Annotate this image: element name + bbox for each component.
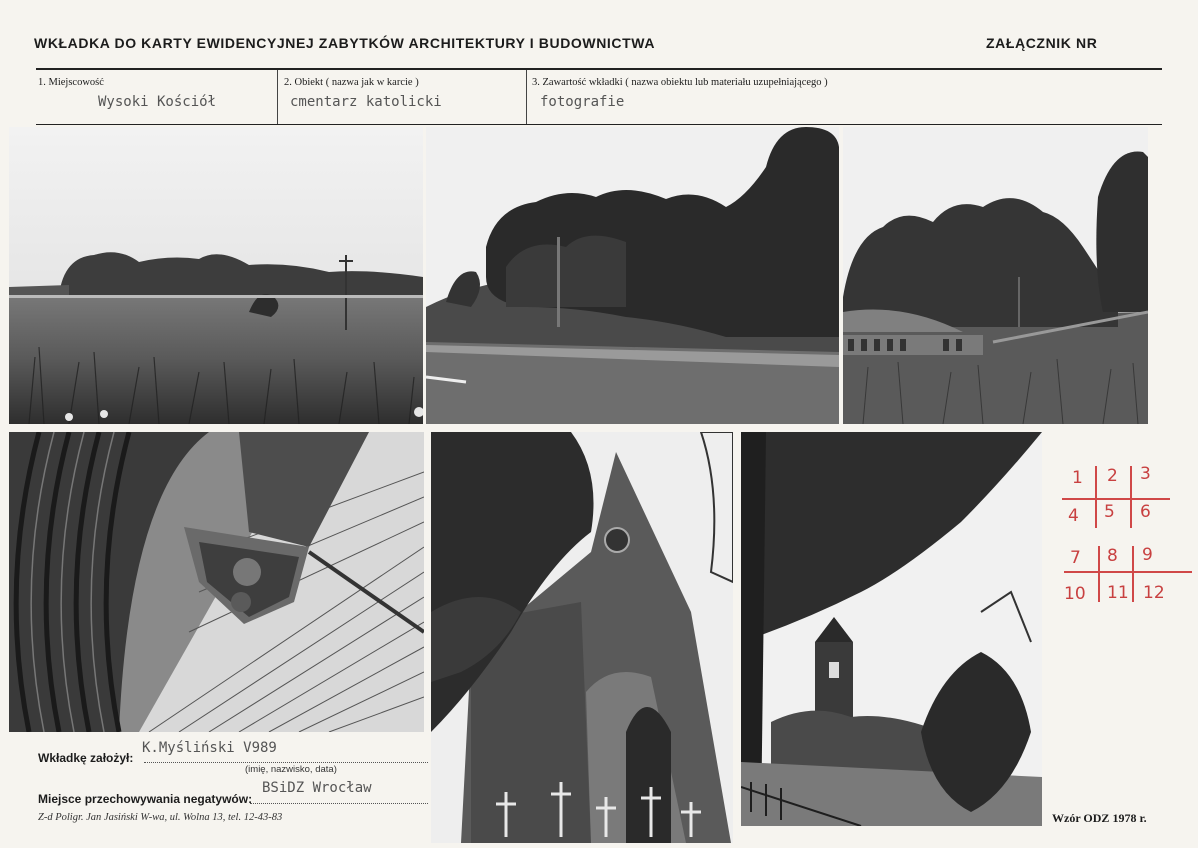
- grid-cell-6: 6: [1140, 502, 1151, 522]
- grid-cell-10: 10: [1064, 584, 1086, 604]
- photo-6-church-tower-trees: [741, 432, 1042, 826]
- header-bottom-rule: [36, 124, 1162, 125]
- author-hint: (imię, nazwisko, data): [245, 764, 337, 775]
- grid-cell-11: 11: [1107, 583, 1129, 603]
- photo-2-road-wooded-hill: [426, 127, 839, 424]
- grid-cell-7: 7: [1070, 548, 1081, 568]
- field-divider-1: [277, 70, 278, 124]
- object-value: cmentarz katolicki: [290, 94, 442, 110]
- form-model-number: Wzór ODZ 1978 r.: [1052, 811, 1147, 825]
- grid-cell-3: 3: [1140, 464, 1151, 484]
- grid-cell-8: 8: [1107, 546, 1118, 566]
- storage-dotted-line: [250, 803, 428, 804]
- grid-cell-2: 2: [1107, 466, 1118, 486]
- grid-bottom-vertical-1: [1098, 546, 1100, 602]
- contents-label: 3. Zawartość wkładki ( nazwa obiektu lub materiału uzupełniającego ): [532, 77, 828, 88]
- grid-cell-5: 5: [1104, 502, 1115, 522]
- storage-label: Miejsce przechowywania negatywów:: [38, 792, 253, 806]
- locality-value: Wysoki Kościół: [98, 94, 217, 110]
- annex-number-label: ZAŁĄCZNIK NR: [986, 35, 1098, 51]
- field-divider-2: [526, 70, 527, 124]
- header-top-rule: [36, 68, 1162, 70]
- grid-top-vertical-1: [1095, 466, 1097, 528]
- photo-4-brick-console-detail: [9, 432, 424, 732]
- grid-cell-12: 12: [1143, 583, 1165, 603]
- photo-1-field-landscape: [9, 127, 423, 424]
- storage-value: BSiDZ Wrocław: [262, 780, 372, 796]
- grid-cell-1: 1: [1072, 468, 1083, 488]
- author-value: K.Myśliński V989: [142, 740, 277, 756]
- author-label: Wkładkę założył:: [38, 751, 134, 765]
- printer-imprint: Z-d Poligr. Jan Jasiński W-wa, ul. Wolna 13, tel. 12-43-83: [38, 812, 283, 823]
- object-label: 2. Obiekt ( nazwa jak w karcie ): [284, 77, 419, 88]
- locality-label: 1. Miejscowość: [38, 77, 104, 88]
- grid-bottom-vertical-2: [1132, 546, 1134, 602]
- grid-cell-9: 9: [1142, 545, 1153, 565]
- card-title: WKŁADKA DO KARTY EWIDENCYJNEJ ZABYTKÓW ARCHITEKTURY I BUDOWNICTWA: [34, 35, 656, 51]
- photo-5-church-facade-crosses: [431, 432, 733, 843]
- author-dotted-line: [144, 762, 428, 763]
- grid-top-vertical-2: [1130, 466, 1132, 528]
- contents-value: fotografie: [540, 94, 625, 110]
- grid-bottom-horizontal: [1064, 571, 1192, 573]
- photo-3-cemetery-wall-trees: [843, 127, 1148, 424]
- grid-top-horizontal: [1062, 498, 1170, 500]
- grid-cell-4: 4: [1068, 506, 1079, 526]
